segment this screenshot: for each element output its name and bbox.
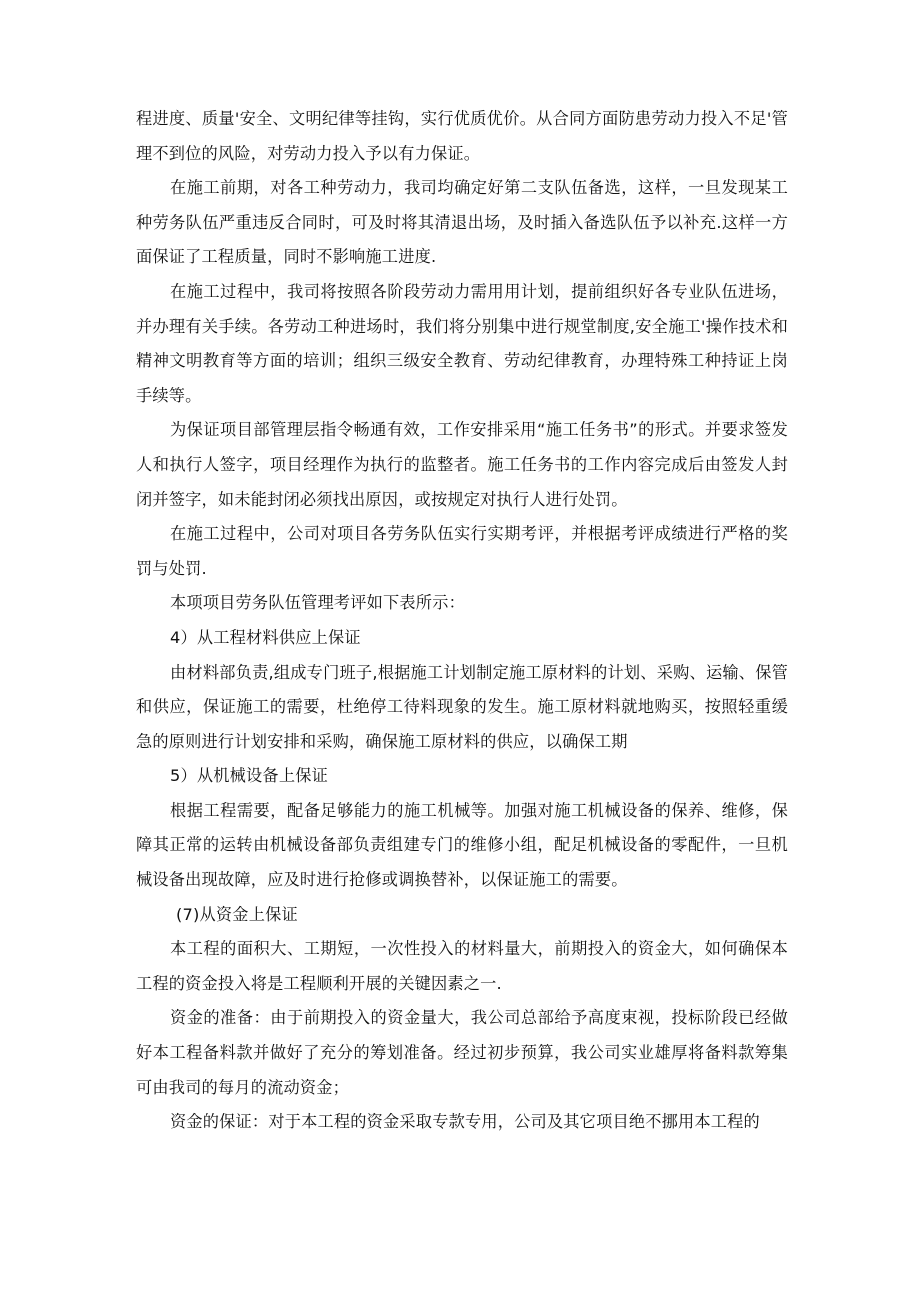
heading-material-supply: 4）从工程材料供应上保证	[170, 627, 361, 647]
paragraph-evaluation-table-intro: 本项项目劳务队伍管理考评如下表所示：	[170, 593, 465, 613]
paragraph-team-evaluation: 在施工过程中，公司对项目各劳务队伍实行实期考评，并根据考评成绩进行严格的奖罚与处罚.	[136, 524, 788, 578]
heading-funding: (7)从资金上保证	[176, 904, 298, 924]
paragraph-labor-quality-link: 程进度、质量'安全、文明纪律等挂钩，实行优质优价。从合同方面防患劳动力投入不足'管理不到位的风险，对劳动力投入予以有力保证。	[136, 109, 788, 163]
paragraph-funding-guarantee: 资金的保证：对于本工程的资金采取专款专用，公司及其它项目绝不挪用本工程的	[170, 1112, 760, 1132]
paragraph-machinery: 根据工程需要，配备足够能力的施工机械等。加强对施工机械设备的保养、维修，保障其正常的运转由机械设备部负责组建专门的维修小组，配足机械设备的零配件，一旦机械设备出现故障，应及时进行抢修或调换替补，以保证施工的需要。	[136, 800, 788, 890]
paragraph-backup-team: 在施工前期，对各工种劳动力，我司均确定好第二支队伍备选，这样，一旦发现某工种劳务队伍严重违反合同时，可及时将其清退出场，及时插入备选队伍予以补充.这样一方面保证了工程质量，同时不影响施工进度.	[136, 178, 788, 267]
document-page	[136, 102, 788, 1140]
paragraph-material-supply: 由材料部负责,组成专门班子,根据施工计划制定施工原材料的计划、采购、运输、保管和供应，保证施工的需要，杜绝停工待料现象的发生。施工原材料就地购买，按照轻重缓急的原则进行计划安排和采购，确保施工原材料的供应，以确保工期	[136, 662, 788, 751]
paragraph-task-book: 为保证项目部管理层指令畅通有效，工作安排采用“施工任务书”的形式。并要求签发人和执行人签字，项目经理作为执行的监整者。施工任务书的工作内容完成后由签发人封闭并签字，如未能封闭必须找出原因，或按规定对执行人进行处罚。	[136, 420, 788, 509]
paragraph-funding-preparation: 资金的准备：由于前期投入的资金量大，我公司总部给予高度束视，投标阶段已经做好本工程备料款并做好了充分的筹划准备。经过初步预算，我公司实业雄厚将备料款筹集可由我司的每月的流动资金；	[136, 1008, 788, 1097]
paragraph-team-training: 在施工过程中，我司将按照各阶段劳动力需用用计划，提前组织好各专业队伍进场，并办理有关手续。各劳动工种进场时，我们将分别集中进行规堂制度,安全施工'操作技术和精神文明教育等方面的培训；组织三级安全教育、劳动纪律教育，办理特殊工种持证上岗手续等。	[136, 281, 788, 405]
paragraph-funding-importance: 本工程的面积大、工期短，一次性投入的材料量大，前期投入的资金大，如何确保本工程的资金投入将是工程顺利开展的关键因素之一.	[136, 939, 788, 993]
heading-machinery: 5）从机械设备上保证	[170, 766, 328, 786]
